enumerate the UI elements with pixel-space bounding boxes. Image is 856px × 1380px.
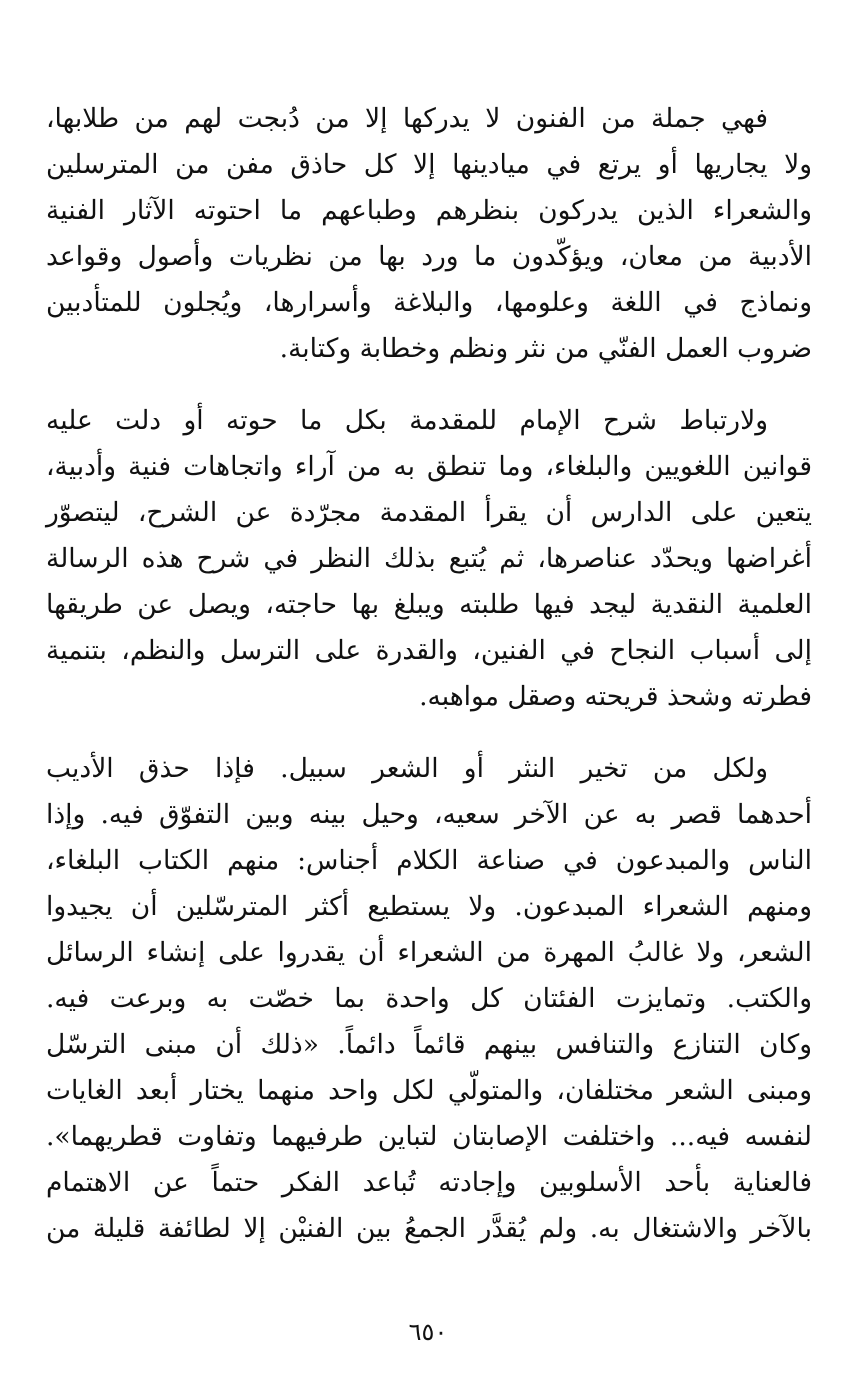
text-line: قوانين اللغويين والبلغاء، وما تنطق به من آراء واتجاهات فنية وأدبية، <box>46 451 812 482</box>
text-line: فطرته وشحذ قريحته وصقل مواهبه. <box>419 681 812 712</box>
text-line: ضروب العمل الفنّي من نثر ونظم وخطابة وكتابة. <box>279 333 812 364</box>
text-line: ولا يجاريها أو يرتع في ميادينها إلا كل حاذق مفن من المترسلين <box>46 149 812 180</box>
text-line: أحدهما قصر به عن الآخر سعيه، وحيل بينه وبين التفوّق فيه. وإذا <box>46 799 812 830</box>
text-line: أغراضها ويحدّد عناصرها، ثم يُتبع بذلك النظر في شرح هذه الرسالة <box>46 543 812 574</box>
text-line: لنفسه فيه... واختلفت الإصابتان لتباين طرفيهما وتفاوت قطريهما». <box>46 1121 812 1152</box>
text-line: ونماذج في اللغة وعلومها، والبلاغة وأسرارها، ويُجلون للمتأدبين <box>46 287 812 318</box>
text-line: والكتب. وتمايزت الفئتان كل واحدة بما خصّت به وبرعت فيه. <box>46 983 812 1014</box>
text-line: يتعين على الدارس أن يقرأ المقدمة مجرّدة عن الشرح، ليتصوّر <box>46 497 812 528</box>
text-line: ومنهم الشعراء المبدعون. ولا يستطيع أكثر المترسّلين أن يجيدوا <box>46 891 812 922</box>
text-line: ولارتباط شرح الإمام للمقدمة بكل ما حوته أو دلت عليه <box>46 405 768 436</box>
text-line: وكان التنازع والتنافس بينهم قائماً دائماً. «ذلك أن مبنى الترسّل <box>46 1029 812 1060</box>
paragraph-3 <box>46 746 812 1252</box>
page-number: ٦٥٠ <box>408 1318 448 1346</box>
text-line: العلمية النقدية ليجد فيها طلبته ويبلغ بها حاجته، ويصل عن طريقها <box>46 589 812 620</box>
paragraph-1 <box>46 96 812 372</box>
text-line: فهي جملة من الفنون لا يدركها إلا من دُبجت لهم من طلابها، <box>46 103 768 134</box>
page-body <box>46 96 812 1252</box>
text-line: فالعناية بأحد الأسلوبين وإجادته تُباعد الفكر حتماً عن الاهتمام <box>46 1167 812 1198</box>
text-line: والشعراء الذين يدركون بنظرهم وطباعهم ما احتوته الآثار الفنية <box>46 195 812 226</box>
text-line: ومبنى الشعر مختلفان، والمتولّي لكل واحد منهما يختار أبعد الغايات <box>46 1075 812 1106</box>
paragraph-2 <box>46 398 812 720</box>
text-line: الشعر، ولا غالبُ المهرة من الشعراء أن يقدروا على إنشاء الرسائل <box>46 937 812 968</box>
text-line: بالآخر والاشتغال به. ولم يُقدَّر الجمعُ بين الفنيْن إلا لطائفة قليلة من <box>46 1213 812 1244</box>
text-line: الناس والمبدعون في صناعة الكلام أجناس: منهم الكتاب البلغاء، <box>46 845 812 876</box>
text-line: الأدبية من معان، ويؤكّدون ما ورد بها من نظريات وأصول وقواعد <box>46 241 812 272</box>
text-line: إلى أسباب النجاح في الفنين، والقدرة على الترسل والنظم، بتنمية <box>46 635 812 666</box>
text-line: ولكل من تخير النثر أو الشعر سبيل. فإذا حذق الأديب <box>46 753 768 784</box>
